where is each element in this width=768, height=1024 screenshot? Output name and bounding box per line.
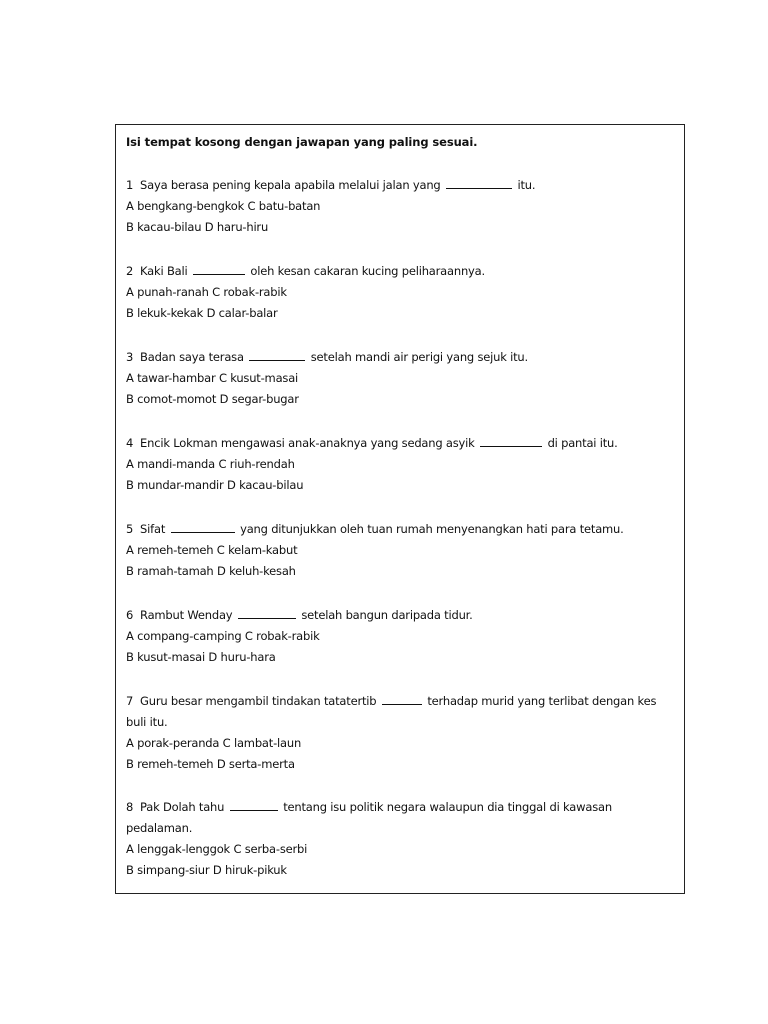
answer-blank [230, 809, 278, 811]
answer-blank [238, 617, 296, 619]
options-line-2: B mundar-mandir D kacau-bilau [126, 478, 304, 492]
question-text-after: itu. [517, 178, 536, 192]
answer-blank [382, 703, 422, 705]
question-4 [126, 433, 678, 496]
question-text-after: di pantai itu. [547, 436, 618, 450]
question-text-after: terhadap murid yang terlibat dengan kes buli itu. [126, 694, 657, 729]
question-7 [126, 691, 678, 775]
options-line-1: A compang-camping C robak-rabik [126, 629, 320, 643]
question-text-before: Saya berasa pening kepala apabila melalui jalan yang [140, 178, 441, 192]
question-stem [126, 519, 678, 540]
worksheet-box [115, 124, 685, 894]
options-line-2: B kusut-masai D huru-hara [126, 650, 276, 664]
question-text-before: Rambut Wenday [140, 608, 233, 622]
options-line-1: A remeh-temeh C kelam-kabut [126, 543, 298, 557]
answer-blank [171, 531, 235, 533]
question-number: 2 [126, 264, 134, 278]
options-line-1: A lenggak-lenggok C serba-serbi [126, 842, 308, 856]
question-number: 4 [126, 436, 134, 450]
instruction-text: Isi tempat kosong dengan jawapan yang paling sesuai. [126, 135, 478, 149]
question-number: 6 [126, 608, 134, 622]
question-text-after: setelah mandi air perigi yang sejuk itu. [310, 350, 528, 364]
options-line-2: B kacau-bilau D haru-hiru [126, 220, 269, 234]
options-line-2: B comot-momot D segar-bugar [126, 392, 299, 406]
question-text-after: setelah bangun daripada tidur. [301, 608, 473, 622]
question-stem [126, 605, 678, 626]
question-stem [126, 797, 678, 839]
question-number: 8 [126, 800, 134, 814]
question-text-before: Pak Dolah tahu [140, 800, 225, 814]
options-line-2: B lekuk-kekak D calar-balar [126, 306, 278, 320]
question-2 [126, 261, 678, 324]
question-6 [126, 605, 678, 668]
question-text-before: Encik Lokman mengawasi anak-anaknya yang sedang asyik [140, 436, 475, 450]
options-line-1: A porak-peranda C lambat-laun [126, 736, 302, 750]
question-stem [126, 691, 678, 733]
options-line-1: A bengkang-bengkok C batu-batan [126, 199, 321, 213]
question-stem [126, 433, 678, 454]
question-8 [126, 797, 678, 881]
options-line-1: A tawar-hambar C kusut-masai [126, 371, 299, 385]
answer-blank [193, 273, 245, 275]
question-text-before: Kaki Bali [140, 264, 188, 278]
answer-blank [446, 187, 512, 189]
options-line-2: B simpang-siur D hiruk-pikuk [126, 863, 287, 877]
question-number: 3 [126, 350, 134, 364]
options-line-1: A punah-ranah C robak-rabik [126, 285, 287, 299]
options-line-2: B ramah-tamah D keluh-kesah [126, 564, 296, 578]
question-text-after: tentang isu politik negara walaupun dia tinggal di kawasan pedalaman. [126, 800, 612, 835]
question-number: 5 [126, 522, 134, 536]
question-5 [126, 519, 678, 582]
question-stem [126, 175, 678, 196]
question-text-before: Guru besar mengambil tindakan tatatertib [140, 694, 377, 708]
question-text-before: Sifat [140, 522, 166, 536]
answer-blank [480, 445, 542, 447]
question-stem [126, 261, 678, 282]
question-number: 1 [126, 178, 134, 192]
question-text-after: oleh kesan cakaran kucing peliharaannya. [250, 264, 485, 278]
question-3 [126, 347, 678, 410]
question-stem [126, 347, 678, 368]
answer-blank [249, 359, 305, 361]
question-number: 7 [126, 694, 134, 708]
options-line-2: B remeh-temeh D serta-merta [126, 757, 295, 771]
question-1 [126, 175, 678, 238]
question-text-before: Badan saya terasa [140, 350, 244, 364]
options-line-1: A mandi-manda C riuh-rendah [126, 457, 295, 471]
question-text-after: yang ditunjukkan oleh tuan rumah menyenangkan hati para tetamu. [240, 522, 624, 536]
